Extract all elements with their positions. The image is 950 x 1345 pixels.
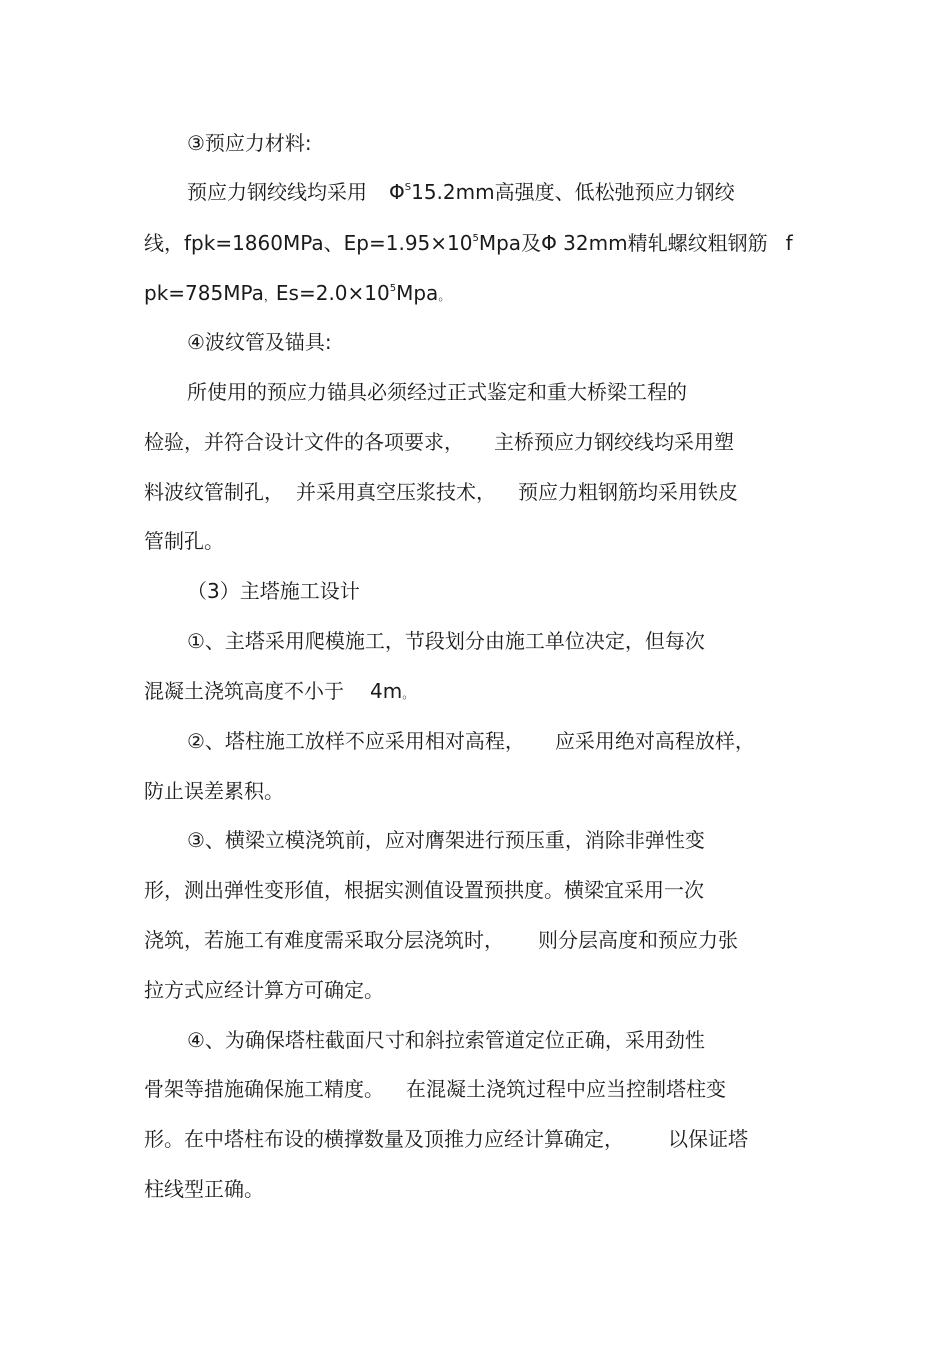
paragraph-line xyxy=(144,927,738,953)
text-span: 15.2mm高强度、低松弛预应力钢绞 xyxy=(411,180,735,204)
text-span: 预应力钢绞线均采用 xyxy=(187,180,367,204)
text-span: pk=785MPa xyxy=(144,281,264,305)
text-span: 管制孔。 xyxy=(144,529,224,553)
text-span: 应采用绝对高程放样， xyxy=(554,729,755,753)
paragraph-line xyxy=(187,628,705,654)
paragraph-line xyxy=(144,230,793,256)
text-span: 主桥预应力钢绞线均采用塑 xyxy=(494,430,734,454)
paragraph-line xyxy=(144,528,224,554)
paragraph-line xyxy=(144,877,704,903)
text-span: 拉方式应经计算方可确定。 xyxy=(144,978,384,1002)
period: 。 xyxy=(402,687,415,701)
text-span: 形，测出弹性变形值，根据实测值设置预拱度。横梁宜采用一次 xyxy=(144,878,704,902)
text-span: 则分层高度和预应力张 xyxy=(538,928,738,952)
text-span: 料波纹管制孔， xyxy=(144,480,284,504)
text-span: 检验，并符合设计文件的各项要求， xyxy=(144,430,464,454)
paragraph-line xyxy=(144,977,384,1003)
paragraph-line xyxy=(144,1076,726,1102)
text-span: ④、为确保塔柱截面尺寸和斜拉索管道定位正确，采用劲性 xyxy=(187,1028,705,1052)
text-span: 4m xyxy=(370,679,403,703)
text-span: 在混凝土浇筑过程中应当控制塔柱变 xyxy=(406,1077,726,1101)
text-span: 并采用真空压浆技术， xyxy=(296,480,496,504)
paragraph-line xyxy=(187,827,705,853)
paragraph-line xyxy=(144,778,284,804)
text-span: ③、横梁立模浇筑前，应对膺架进行预压重，消除非弹性变 xyxy=(187,828,705,852)
text-span: 骨架等措施确保施工精度。 xyxy=(144,1077,384,1101)
superscript: 5 xyxy=(472,233,479,244)
period: 。 xyxy=(438,289,451,303)
superscript: 5 xyxy=(389,283,397,294)
paragraph-line xyxy=(144,1176,264,1202)
text-span: f xyxy=(785,231,793,255)
paragraph-line xyxy=(144,280,450,309)
text-span: 以保证塔 xyxy=(668,1127,748,1151)
text-span: 、Ep=1.95×10 xyxy=(323,231,473,255)
text-span: Es=2.0×10 xyxy=(275,281,390,305)
text-span: Mpa xyxy=(396,281,439,305)
text-span: 浇筑，若施工有难度需采取分层浇筑时， xyxy=(144,928,504,952)
text-span: 防止误差累积。 xyxy=(144,779,284,803)
text-span: ①、主塔采用爬模施工，节段划分由施工单位决定，但每次 xyxy=(187,629,705,653)
heading-text: （3）主塔施工设计 xyxy=(187,579,360,603)
heading-ducts-anchors xyxy=(187,329,332,355)
text-span: 线，fpk=1860MPa xyxy=(144,231,324,255)
paragraph-line xyxy=(187,728,755,754)
text-span: Mpa及Φ 32mm精轧螺纹粗钢筋 xyxy=(478,231,768,255)
separator: ， xyxy=(263,289,276,303)
paragraph-line xyxy=(144,479,738,505)
paragraph-line xyxy=(144,678,414,707)
paragraph-line xyxy=(187,179,735,205)
text-span: 预应力粗钢筋均采用铁皮 xyxy=(518,480,738,504)
paragraph-line xyxy=(187,1027,705,1053)
heading-main-tower-design xyxy=(187,578,360,604)
text-span: 柱线型正确。 xyxy=(144,1177,264,1201)
paragraph-line xyxy=(187,379,687,405)
text-span: 形。在中塔柱布设的横撑数量及顶推力应经计算确定， xyxy=(144,1127,624,1151)
heading-prestress-materials xyxy=(187,130,312,156)
paragraph-line xyxy=(144,1126,748,1152)
superscript: S xyxy=(404,182,412,193)
phi-symbol: Φ xyxy=(389,180,405,204)
paragraph-line xyxy=(144,429,734,455)
heading-text: ④波纹管及锚具: xyxy=(187,330,332,354)
heading-text: ③预应力材料: xyxy=(187,131,312,155)
text-span: 混凝土浇筑高度不小于 xyxy=(144,679,344,703)
text-span: ②、塔柱施工放样不应采用相对高程， xyxy=(187,729,525,753)
text-span: 所使用的预应力锚具必须经过正式鉴定和重大桥梁工程的 xyxy=(187,380,687,404)
